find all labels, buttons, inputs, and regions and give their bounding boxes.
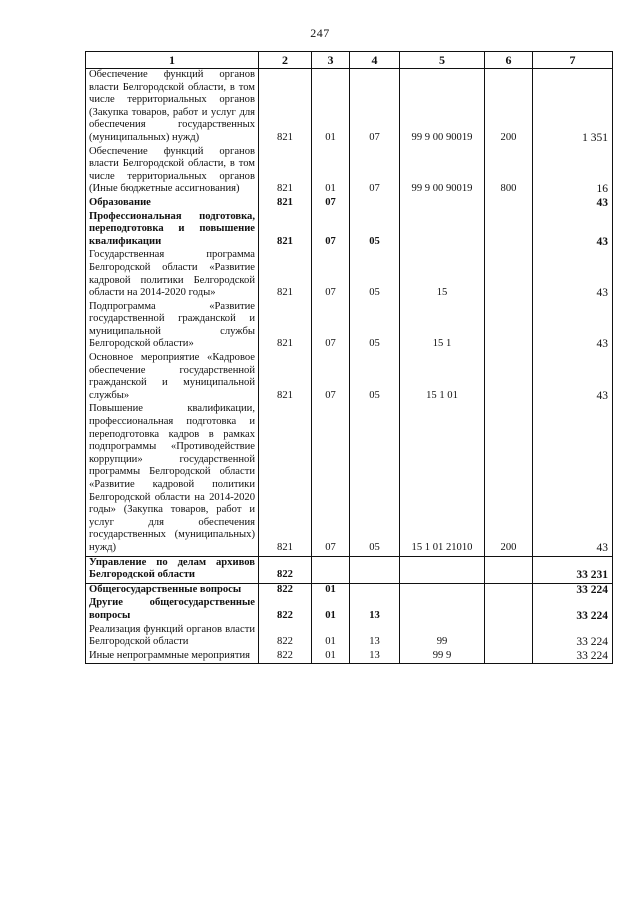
row-name: Общегосударственные вопросы bbox=[86, 583, 259, 597]
code-ministry: 822 bbox=[259, 583, 312, 597]
code-section: 01 bbox=[312, 583, 350, 597]
row-name: Иные непрограммные мероприятия bbox=[86, 650, 259, 664]
amount: 43 bbox=[533, 249, 613, 300]
row-name: Профессиональная подготовка, переподготовка и повышение квалификации bbox=[86, 211, 259, 250]
amount: 43 bbox=[533, 211, 613, 250]
code-subsection bbox=[350, 583, 400, 597]
row-name: Управление по делам архивов Белгородской области bbox=[86, 556, 259, 583]
page-number: 247 bbox=[310, 26, 330, 40]
code-expense-type bbox=[485, 650, 533, 664]
code-expense-type bbox=[485, 352, 533, 403]
code-subsection: 07 bbox=[350, 146, 400, 197]
code-target-article: 99 9 00 90019 bbox=[400, 146, 485, 197]
code-target-article: 15 bbox=[400, 249, 485, 300]
code-subsection: 05 bbox=[350, 403, 400, 556]
amount: 33 224 bbox=[533, 624, 613, 650]
code-subsection: 13 bbox=[350, 650, 400, 664]
code-ministry: 822 bbox=[259, 597, 312, 623]
table-row bbox=[86, 69, 613, 146]
table-body bbox=[86, 69, 613, 664]
amount: 33 224 bbox=[533, 583, 613, 597]
amount: 43 bbox=[533, 301, 613, 352]
table-row bbox=[86, 301, 613, 352]
table-row bbox=[86, 352, 613, 403]
row-name: Основное мероприятие «Кадровое обеспечение государственной гражданской и муниципальной службы» bbox=[86, 352, 259, 403]
amount: 33 231 bbox=[533, 556, 613, 583]
code-section: 07 bbox=[312, 301, 350, 352]
code-ministry: 822 bbox=[259, 624, 312, 650]
amount: 43 bbox=[533, 352, 613, 403]
row-name: Образование bbox=[86, 197, 259, 211]
row-name: Повышение квалификации, профессиональная подготовка и переподготовка кадров в рамках подпрограммы «Противодействие коррупции» государственной программы Белгородской области «Развитие кадровой политики Белгородской области на 2014-2020 годы» (Закупка товаров, работ и услуг для обеспечения государственных (муниципальных) нужд) bbox=[86, 403, 259, 556]
table-row bbox=[86, 597, 613, 623]
code-ministry: 821 bbox=[259, 211, 312, 250]
code-subsection: 13 bbox=[350, 624, 400, 650]
code-ministry: 821 bbox=[259, 197, 312, 211]
amount: 16 bbox=[533, 146, 613, 197]
table-row bbox=[86, 249, 613, 300]
code-ministry: 822 bbox=[259, 650, 312, 664]
code-ministry: 821 bbox=[259, 352, 312, 403]
code-expense-type bbox=[485, 211, 533, 250]
code-expense-type bbox=[485, 597, 533, 623]
code-expense-type bbox=[485, 583, 533, 597]
code-ministry: 822 bbox=[259, 556, 312, 583]
code-target-article: 15 1 01 21010 bbox=[400, 403, 485, 556]
code-subsection: 13 bbox=[350, 597, 400, 623]
amount: 33 224 bbox=[533, 650, 613, 664]
code-section: 01 bbox=[312, 146, 350, 197]
code-subsection: 05 bbox=[350, 211, 400, 250]
code-ministry: 821 bbox=[259, 146, 312, 197]
table-header bbox=[86, 52, 613, 69]
code-section: 07 bbox=[312, 211, 350, 250]
column-header-3: 3 bbox=[312, 52, 350, 69]
code-expense-type: 200 bbox=[485, 69, 533, 146]
amount: 43 bbox=[533, 197, 613, 211]
code-section: 07 bbox=[312, 352, 350, 403]
code-subsection: 05 bbox=[350, 301, 400, 352]
code-target-article bbox=[400, 597, 485, 623]
code-target-article bbox=[400, 197, 485, 211]
code-expense-type bbox=[485, 624, 533, 650]
row-name: Другие общегосударственные вопросы bbox=[86, 597, 259, 623]
code-subsection: 07 bbox=[350, 69, 400, 146]
code-ministry: 821 bbox=[259, 403, 312, 556]
code-section bbox=[312, 556, 350, 583]
table-row bbox=[86, 146, 613, 197]
code-subsection: 05 bbox=[350, 249, 400, 300]
amount: 1 351 bbox=[533, 69, 613, 146]
code-expense-type bbox=[485, 556, 533, 583]
amount: 43 bbox=[533, 403, 613, 556]
row-name: Обеспечение функций органов власти Белгородской области, в том числе территориальных органов (Иные бюджетные ассигнования) bbox=[86, 146, 259, 197]
code-target-article: 99 9 bbox=[400, 650, 485, 664]
code-expense-type bbox=[485, 249, 533, 300]
code-expense-type bbox=[485, 301, 533, 352]
table-row bbox=[86, 197, 613, 211]
code-target-article: 99 9 00 90019 bbox=[400, 69, 485, 146]
code-section: 01 bbox=[312, 624, 350, 650]
table-row bbox=[86, 624, 613, 650]
table-row bbox=[86, 403, 613, 556]
column-header-1: 1 bbox=[86, 52, 259, 69]
code-expense-type: 800 bbox=[485, 146, 533, 197]
code-section: 07 bbox=[312, 249, 350, 300]
budget-table bbox=[85, 51, 613, 664]
code-section: 01 bbox=[312, 69, 350, 146]
row-name: Обеспечение функций органов власти Белгородской области, в том числе территориальных органов (Закупка товаров, работ и услуг для обеспечения государственных (муниципальных) нужд) bbox=[86, 69, 259, 146]
column-header-4: 4 bbox=[350, 52, 400, 69]
code-section: 01 bbox=[312, 650, 350, 664]
column-header-7: 7 bbox=[533, 52, 613, 69]
code-target-article bbox=[400, 583, 485, 597]
code-target-article: 15 1 01 bbox=[400, 352, 485, 403]
column-header-6: 6 bbox=[485, 52, 533, 69]
code-expense-type: 200 bbox=[485, 403, 533, 556]
amount: 33 224 bbox=[533, 597, 613, 623]
column-header-5: 5 bbox=[400, 52, 485, 69]
code-target-article bbox=[400, 556, 485, 583]
table-row bbox=[86, 556, 613, 583]
code-ministry: 821 bbox=[259, 301, 312, 352]
code-target-article bbox=[400, 211, 485, 250]
code-target-article: 99 bbox=[400, 624, 485, 650]
row-name: Государственная программа Белгородской области «Развитие кадровой политики Белгородской области на 2014-2020 годы» bbox=[86, 249, 259, 300]
code-ministry: 821 bbox=[259, 249, 312, 300]
table-row bbox=[86, 583, 613, 597]
table-row bbox=[86, 650, 613, 664]
row-name: Реализация функций органов власти Белгородской области bbox=[86, 624, 259, 650]
code-ministry: 821 bbox=[259, 69, 312, 146]
code-section: 01 bbox=[312, 597, 350, 623]
code-target-article: 15 1 bbox=[400, 301, 485, 352]
column-header-2: 2 bbox=[259, 52, 312, 69]
code-expense-type bbox=[485, 197, 533, 211]
header-row bbox=[86, 52, 613, 69]
table-row bbox=[86, 211, 613, 250]
code-subsection bbox=[350, 197, 400, 211]
row-name: Подпрограмма «Развитие государственной гражданской и муниципальной службы Белгородской области» bbox=[86, 301, 259, 352]
code-section: 07 bbox=[312, 197, 350, 211]
code-section: 07 bbox=[312, 403, 350, 556]
code-subsection bbox=[350, 556, 400, 583]
code-subsection: 05 bbox=[350, 352, 400, 403]
